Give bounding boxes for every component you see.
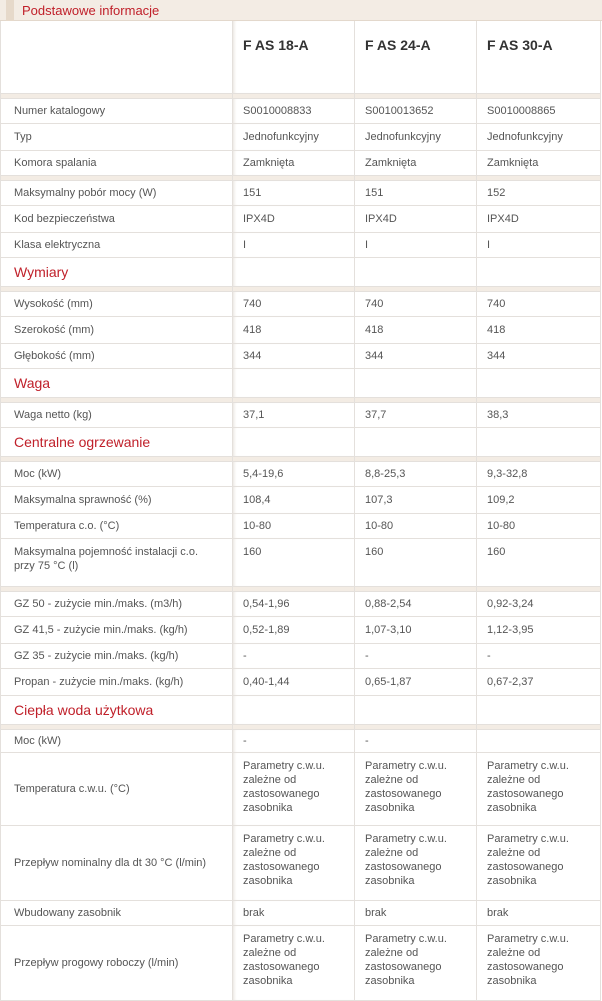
spec-value-line: zależne od [487, 947, 541, 959]
spec-value [477, 730, 601, 753]
spec-value: 740 [233, 292, 355, 317]
spec-value-line: Parametry c.w.u. [243, 933, 325, 945]
empty-cell [477, 258, 601, 287]
spec-label: GZ 35 - zużycie min./maks. (kg/h) [1, 644, 233, 669]
spec-row-kod [1, 206, 601, 233]
spec-value: 344 [355, 344, 477, 369]
spec-value-line: zasobnika [487, 975, 537, 987]
model-header-row [1, 21, 601, 94]
section-row-co [1, 428, 601, 457]
spec-row-pojemnosc [1, 539, 601, 587]
spec-value: S0010008865 [477, 99, 601, 124]
empty-cell [355, 428, 477, 457]
empty-cell [355, 696, 477, 725]
spec-value: 0,54-1,96 [233, 592, 355, 617]
spec-value: Jednofunkcyjny [355, 124, 477, 151]
spec-row-przeplyw_nom [1, 826, 601, 901]
spec-row-pobor [1, 181, 601, 206]
spec-label-line: Maksymalna pojemność instalacji c.o. [14, 546, 199, 558]
spec-label: Wbudowany zasobnik [1, 901, 233, 926]
spec-value: S0010013652 [355, 99, 477, 124]
spec-row-klasa [1, 233, 601, 258]
empty-cell [1, 21, 233, 94]
spec-value-line: zależne od [243, 947, 297, 959]
spec-row-temp_co [1, 514, 601, 539]
spec-label: Temperatura c.w.u. (°C) [1, 753, 233, 826]
spec-value: 160 [233, 539, 355, 587]
spec-value: 151 [355, 181, 477, 206]
model-name: F AS 30-A [477, 21, 601, 94]
empty-cell [477, 369, 601, 398]
spec-value: Jednofunkcyjny [477, 124, 601, 151]
spec-row-gz41 [1, 617, 601, 644]
spec-value-line: zastosowanego [365, 961, 442, 973]
spec-value-line: Parametry c.w.u. [487, 933, 569, 945]
spec-row-typ [1, 124, 601, 151]
spec-value-line: zależne od [487, 847, 541, 859]
spec-value-line: zasobnika [365, 975, 415, 987]
spec-value: 740 [355, 292, 477, 317]
spec-label: Temperatura c.o. (°C) [1, 514, 233, 539]
spec-value: 152 [477, 181, 601, 206]
spec-value: I [477, 233, 601, 258]
spec-value: 37,7 [355, 403, 477, 428]
spec-value: S0010008833 [233, 99, 355, 124]
spec-value-line: Parametry c.w.u. [365, 933, 447, 945]
spec-value-line: zależne od [365, 947, 419, 959]
empty-cell [233, 696, 355, 725]
spec-value-line: zależne od [365, 847, 419, 859]
spec-value-multiline [233, 926, 355, 1001]
spec-row-przeplyw_prog [1, 926, 601, 1001]
section-title: Wymiary [1, 258, 233, 287]
spec-value-line: zależne od [487, 774, 541, 786]
spec-value: - [477, 644, 601, 669]
spec-value: - [233, 730, 355, 753]
spec-label: Wysokość (mm) [1, 292, 233, 317]
spec-value: 10-80 [233, 514, 355, 539]
spec-value: brak [355, 901, 477, 926]
empty-cell [477, 428, 601, 457]
spec-value: 0,65-1,87 [355, 669, 477, 696]
spec-value: 37,1 [233, 403, 355, 428]
spec-label [1, 539, 233, 587]
spec-label: Klasa elektryczna [1, 233, 233, 258]
empty-cell [355, 369, 477, 398]
spec-value: - [355, 644, 477, 669]
spec-value: brak [477, 901, 601, 926]
spec-row-gz35 [1, 644, 601, 669]
spec-value: IPX4D [477, 206, 601, 233]
section-row-wymiary [1, 258, 601, 287]
spec-value-line: zasobnika [365, 875, 415, 887]
spec-value-line: Parametry c.w.u. [365, 833, 447, 845]
spec-value: 109,2 [477, 487, 601, 514]
spec-value-line: zastosowanego [365, 788, 442, 800]
spec-row-szerokosc [1, 317, 601, 344]
spec-table [0, 21, 601, 1001]
empty-cell [233, 369, 355, 398]
section-header-podstawowe [0, 0, 602, 21]
section-row-cwu [1, 696, 601, 725]
empty-cell [233, 428, 355, 457]
spec-value: 160 [355, 539, 477, 587]
spec-value-multiline [477, 826, 601, 901]
spec-label: Głębokość (mm) [1, 344, 233, 369]
spec-value: 1,12-3,95 [477, 617, 601, 644]
spec-value-multiline [477, 753, 601, 826]
spec-label-line: przy 75 °C (l) [14, 560, 79, 572]
spec-value: 9,3-32,8 [477, 462, 601, 487]
model-name: F AS 18-A [233, 21, 355, 94]
spec-label: Komora spalania [1, 151, 233, 176]
spec-row-waga [1, 403, 601, 428]
spec-value: Jednofunkcyjny [233, 124, 355, 151]
spec-value-line: zasobnika [243, 875, 293, 887]
spec-row-sprawnosc [1, 487, 601, 514]
spec-value-multiline [233, 826, 355, 901]
spec-label: Maksymalny pobór mocy (W) [1, 181, 233, 206]
spec-row-numer [1, 99, 601, 124]
spec-value-multiline [477, 926, 601, 1001]
spec-row-propan [1, 669, 601, 696]
spec-value: 740 [477, 292, 601, 317]
spec-value-line: Parametry c.w.u. [365, 760, 447, 772]
spec-value-multiline [355, 753, 477, 826]
spec-value-line: zależne od [243, 847, 297, 859]
spec-value: 5,4-19,6 [233, 462, 355, 487]
spec-value: I [233, 233, 355, 258]
spec-label: Przepływ progowy roboczy (l/min) [1, 926, 233, 1001]
spec-value-line: Parametry c.w.u. [487, 760, 569, 772]
spec-label: Propan - zużycie min./maks. (kg/h) [1, 669, 233, 696]
spec-label: Moc (kW) [1, 462, 233, 487]
spec-value-line: zasobnika [487, 875, 537, 887]
section-title: Waga [1, 369, 233, 398]
spec-label: Maksymalna sprawność (%) [1, 487, 233, 514]
spec-value: 344 [233, 344, 355, 369]
spec-value: - [233, 644, 355, 669]
spec-value: I [355, 233, 477, 258]
spec-value-line: zastosowanego [487, 861, 564, 873]
spec-row-zasobnik [1, 901, 601, 926]
section-title: Ciepła woda użytkowa [1, 696, 233, 725]
spec-label: Typ [1, 124, 233, 151]
spec-value-multiline [233, 753, 355, 826]
section-title: Centralne ogrzewanie [1, 428, 233, 457]
spec-value: IPX4D [355, 206, 477, 233]
spec-value: 418 [355, 317, 477, 344]
spec-value: 1,07-3,10 [355, 617, 477, 644]
spec-value-line: zastosowanego [243, 861, 320, 873]
spec-value: 0,67-2,37 [477, 669, 601, 696]
spec-value: 107,3 [355, 487, 477, 514]
spec-row-glebokosc [1, 344, 601, 369]
spec-value: 344 [477, 344, 601, 369]
spec-value: Zamknięta [233, 151, 355, 176]
empty-cell [477, 696, 601, 725]
spec-row-moc_cwu [1, 730, 601, 753]
spec-value: brak [233, 901, 355, 926]
spec-value: 0,40-1,44 [233, 669, 355, 696]
spec-value-multiline [355, 926, 477, 1001]
spec-value: 418 [477, 317, 601, 344]
spec-row-wysokosc [1, 292, 601, 317]
spec-value: 151 [233, 181, 355, 206]
spec-value: 418 [233, 317, 355, 344]
spec-value-line: zasobnika [243, 975, 293, 987]
spec-label: GZ 50 - zużycie min./maks. (m3/h) [1, 592, 233, 617]
spec-value: IPX4D [233, 206, 355, 233]
spec-value: 0,92-3,24 [477, 592, 601, 617]
spec-row-temp_cwu [1, 753, 601, 826]
spec-value: 0,52-1,89 [233, 617, 355, 644]
spec-value-line: zastosowanego [365, 861, 442, 873]
spec-value-line: zastosowanego [243, 788, 320, 800]
spec-value: 108,4 [233, 487, 355, 514]
spec-value-line: zasobnika [243, 802, 293, 814]
spec-label: Numer katalogowy [1, 99, 233, 124]
spec-label: GZ 41,5 - zużycie min./maks. (kg/h) [1, 617, 233, 644]
spec-label: Waga netto (kg) [1, 403, 233, 428]
spec-value: 10-80 [477, 514, 601, 539]
spec-value-multiline [355, 826, 477, 901]
spec-value-line: zasobnika [487, 802, 537, 814]
spec-label: Kod bezpieczeństwa [1, 206, 233, 233]
empty-cell [233, 258, 355, 287]
section-row-waga [1, 369, 601, 398]
spec-value: Zamknięta [477, 151, 601, 176]
empty-cell [355, 258, 477, 287]
spec-label: Szerokość (mm) [1, 317, 233, 344]
spec-value-line: zależne od [243, 774, 297, 786]
spec-value: 0,88-2,54 [355, 592, 477, 617]
spec-value: Zamknięta [355, 151, 477, 176]
spec-value: - [355, 730, 477, 753]
spec-value-line: Parametry c.w.u. [243, 760, 325, 772]
spec-value-line: Parametry c.w.u. [487, 833, 569, 845]
spec-value-line: Parametry c.w.u. [243, 833, 325, 845]
spec-row-moc_co [1, 462, 601, 487]
spec-label: Moc (kW) [1, 730, 233, 753]
spec-value-line: zależne od [365, 774, 419, 786]
model-name: F AS 24-A [355, 21, 477, 94]
spec-value: 8,8-25,3 [355, 462, 477, 487]
spec-value-line: zastosowanego [243, 961, 320, 973]
spec-value-line: zastosowanego [487, 961, 564, 973]
spec-label: Przepływ nominalny dla dt 30 °C (l/min) [1, 826, 233, 901]
spec-row-komora [1, 151, 601, 176]
spec-value-line: zastosowanego [487, 788, 564, 800]
spec-value-line: zasobnika [365, 802, 415, 814]
section-title: Podstawowe informacje [22, 3, 160, 18]
spec-value: 160 [477, 539, 601, 587]
spec-row-gz50 [1, 592, 601, 617]
spec-value: 38,3 [477, 403, 601, 428]
spec-value: 10-80 [355, 514, 477, 539]
